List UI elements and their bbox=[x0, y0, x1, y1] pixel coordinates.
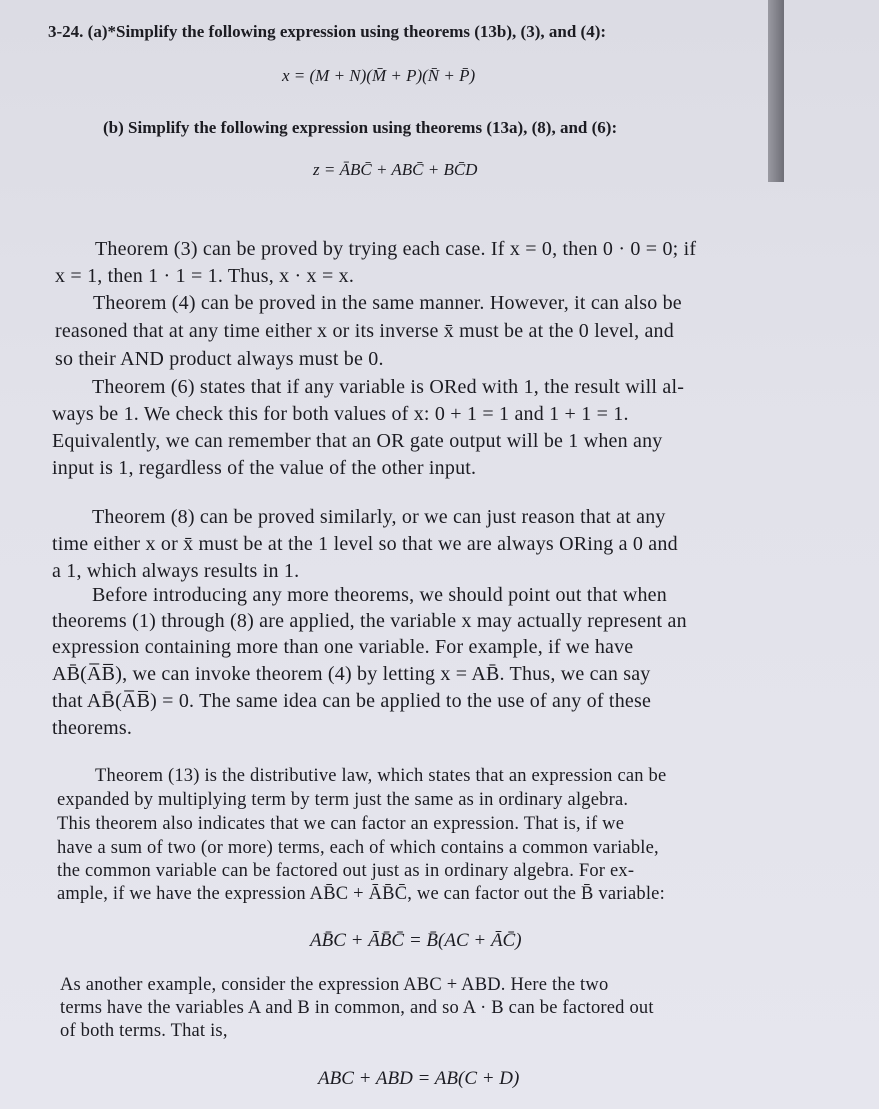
paragraph-line: Before introducing any more theorems, we should point out that when bbox=[92, 584, 667, 606]
paragraph-line: so their AND product always must be 0. bbox=[55, 348, 384, 370]
equation-factor-ab: ABC + ABD = AB(C + D) bbox=[318, 1068, 520, 1089]
paragraph-line: Theorem (13) is the distributive law, which states that an expression can be bbox=[95, 766, 667, 786]
paragraph-line: x = 1, then 1 · 1 = 1. Thus, x · x = x. bbox=[55, 265, 355, 287]
paragraph-line: expression containing more than one variable. For example, if we have bbox=[52, 636, 634, 658]
paragraph-line: Theorem (3) can be proved by trying each case. If x = 0, then 0 · 0 = 0; if bbox=[95, 238, 697, 260]
paragraph-line: theorems. bbox=[52, 717, 133, 739]
exercise-part-b-label: (b) Simplify the following expression using theorems (13a), (8), and (6): bbox=[103, 118, 618, 137]
paragraph-line: ample, if we have the expression AB̄C + ĀB̄C̄, we can factor out the B̄ variable: bbox=[57, 884, 665, 904]
paragraph-line: the common variable can be factored out just as in ordinary algebra. For ex- bbox=[57, 861, 635, 881]
exercise-part-b-equation: z = ĀBC̄ + ABC̄ + BC̄D bbox=[313, 160, 478, 179]
paragraph-line: terms have the variables A and B in common, and so A · B can be factored out bbox=[60, 998, 654, 1018]
paragraph-line: As another example, consider the expression ABC + ABD. Here the two bbox=[60, 975, 609, 995]
paragraph-line: Theorem (6) states that if any variable is ORed with 1, the result will al- bbox=[92, 376, 685, 398]
paragraph-line: a 1, which always results in 1. bbox=[52, 560, 300, 582]
paragraph-line: Theorem (4) can be proved in the same manner. However, it can also be bbox=[93, 292, 682, 314]
paragraph-line: have a sum of two (or more) terms, each of which contains a common variable, bbox=[57, 838, 659, 858]
paragraph-line: expanded by multiplying term by term just the same as in ordinary algebra. bbox=[57, 790, 629, 810]
paragraph-line: This theorem also indicates that we can factor an expression. That is, if we bbox=[57, 814, 625, 834]
paragraph-line: that AB̄(A̅B̅) = 0. The same idea can be applied to the use of any of these bbox=[52, 690, 652, 712]
exercise-part-a-label: 3-24. (a)*Simplify the following expression using theorems (13b), (3), and (4): bbox=[48, 22, 607, 41]
paragraph-line: Theorem (8) can be proved similarly, or we can just reason that at any bbox=[92, 506, 666, 528]
paragraph-line: input is 1, regardless of the value of the other input. bbox=[52, 457, 477, 479]
paragraph-line: theorems (1) through (8) are applied, the variable x may actually represent an bbox=[52, 610, 687, 632]
paragraph-line: of both terms. That is, bbox=[60, 1021, 228, 1041]
equation-factor-b: AB̄C + ĀB̄C̄ = B̄(AC + ĀC̄) bbox=[310, 930, 522, 951]
paragraph-line: AB̄(A̅B̅), we can invoke theorem (4) by letting x = AB̄. Thus, we can say bbox=[52, 663, 651, 685]
paragraph-line: reasoned that at any time either x or its inverse x̄ must be at the 0 level, and bbox=[55, 320, 674, 342]
page-shadow bbox=[768, 0, 784, 182]
paragraph-line: time either x or x̄ must be at the 1 level so that we are always ORing a 0 and bbox=[52, 533, 678, 555]
paragraph-line: Equivalently, we can remember that an OR gate output will be 1 when any bbox=[52, 430, 663, 452]
exercise-part-a-equation: x = (M + N)(M̄ + P)(N̄ + P̄) bbox=[282, 66, 476, 85]
paragraph-line: ways be 1. We check this for both values of x: 0 + 1 = 1 and 1 + 1 = 1. bbox=[52, 403, 629, 425]
